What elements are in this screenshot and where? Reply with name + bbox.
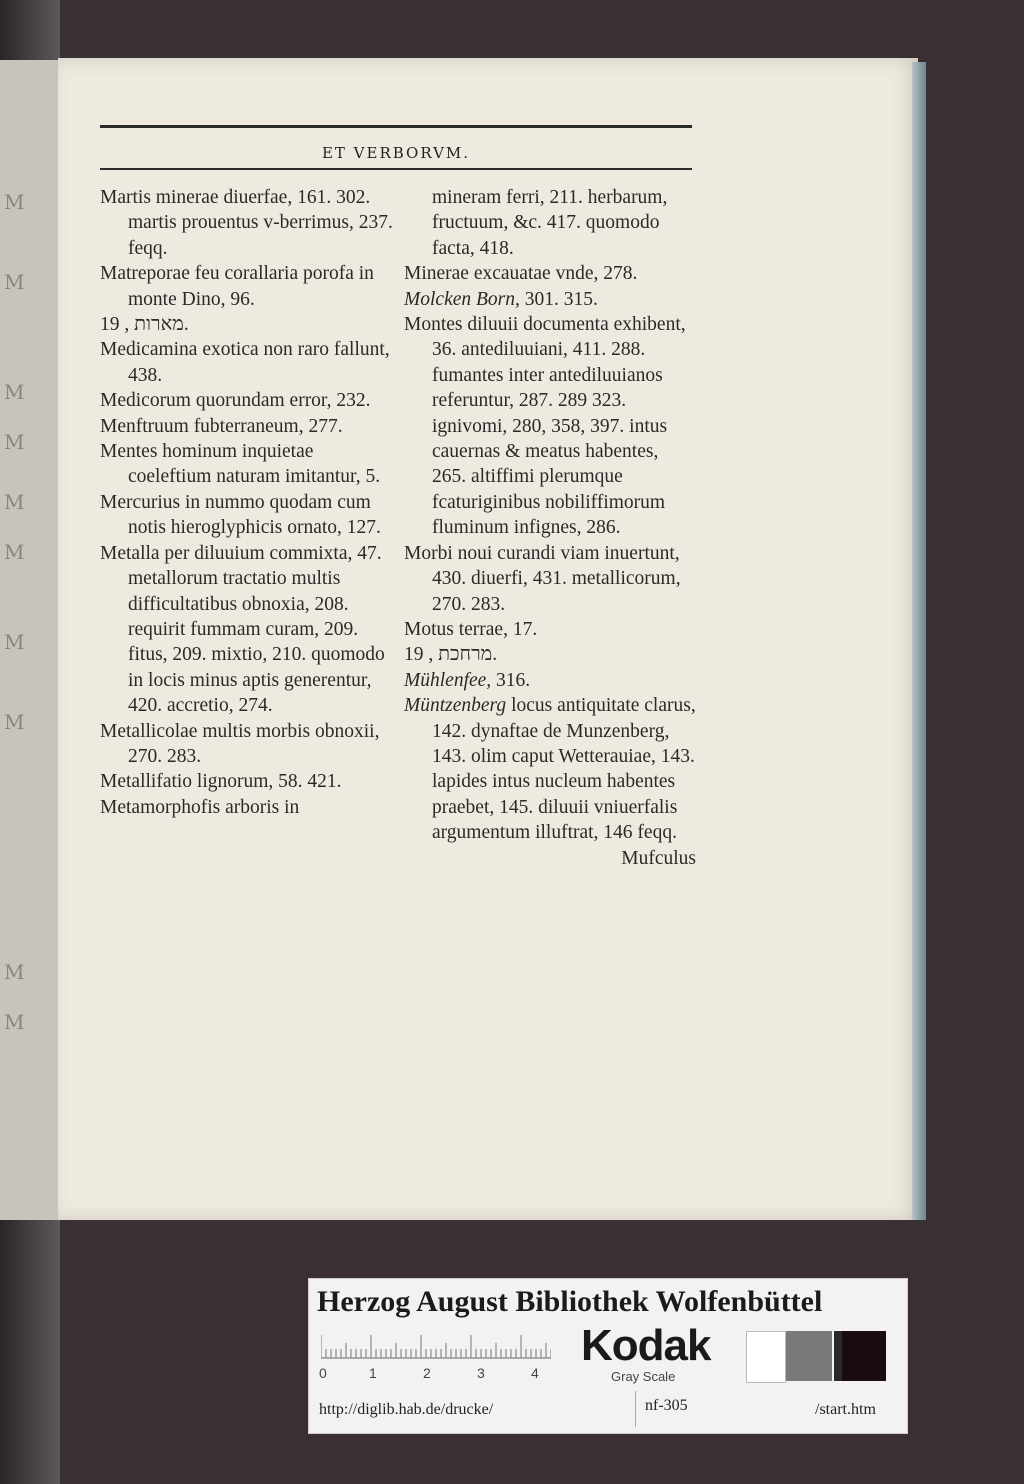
index-column-left	[100, 185, 396, 820]
index-entry: Matreporae feu corallaria porofa in monte Dino, 96.	[100, 263, 374, 310]
entry-text: Montes diluuii documenta exhibent, 36. antediluuiani, 411. 288. fumantes inter antediluuianos referuntur, 287. 289 323. ignivomi, 280, 358, 397. intus cauernas & meatus habentes, 265. altiffimi plerumque fcaturiginibus nobiliffimorum fluminum infignes, 286.	[404, 314, 686, 539]
facing-letter: M	[4, 540, 25, 564]
catchword: Mufculus	[621, 847, 696, 869]
facing-letter: M	[4, 380, 25, 404]
index-entry	[404, 617, 696, 642]
facing-letter: M	[4, 710, 25, 734]
facing-letter: M	[4, 1010, 25, 1034]
header-rule	[100, 125, 692, 128]
swatch-dark-gray	[834, 1331, 842, 1381]
entry-headword: Mühlenfee,	[404, 669, 492, 691]
index-entry: Metamorphofis arboris in	[100, 796, 300, 818]
facing-page-edge	[0, 60, 58, 1220]
entry-text: 301. 315.	[519, 288, 598, 310]
shelf-code: nf-305	[645, 1397, 688, 1414]
card-divider	[635, 1391, 636, 1427]
entry-headword: Müntzenberg	[404, 695, 507, 717]
entry-text: מרחכת , 19.	[404, 644, 498, 666]
library-url: http://diglib.hab.de/drucke/	[319, 1401, 494, 1418]
entry-text: mineram ferri, 211. herbarum, fructuum, &c. 417. quomodo facta, 418.	[432, 187, 668, 259]
ruler-number: 3	[477, 1365, 485, 1381]
entry-text: locus antiquitate clarus, 142. dynaftae de Munzenberg, 143. olim caput Wetterauiae, 143. lapides intus nucleum habentes praebet, 145. diluuii vniuerfalis argumentum illuftrat, 146 feqq.	[432, 695, 696, 844]
index-entry: Metallifatio lignorum, 58. 421.	[100, 771, 342, 793]
index-entry: Mercurius in nummo quodam cum notis hieroglyphicis ornato, 127.	[100, 491, 381, 539]
index-entry	[404, 642, 696, 667]
index-entry	[404, 312, 696, 541]
index-entry: Metallicolae multis morbis obnoxii, 270. 283.	[100, 720, 380, 767]
index-entry: Mentes hominum inquietae coeleftium naturam imitantur, 5.	[100, 441, 381, 488]
index-entry	[404, 541, 696, 617]
ruler-number: 1	[369, 1365, 377, 1381]
index-entry: Medicorum quorundam error, 232.	[100, 390, 371, 412]
index-column-right	[404, 185, 696, 871]
index-entry: מארות , 19.	[100, 314, 189, 336]
library-title: Herzog August Bibliothek Wolfenbüttel	[317, 1285, 823, 1318]
entry-text: Minerae excauatae vnde, 278.	[404, 263, 638, 285]
start-page-link: /start.htm	[815, 1401, 876, 1418]
index-entry-continuation	[404, 185, 696, 261]
facing-letter: M	[4, 270, 25, 294]
entry-text: Morbi noui curandi viam inuertunt, 430. diuerfi, 431. metallicorum, 270. 283.	[404, 542, 681, 615]
header-rule-lower	[100, 168, 692, 170]
index-entry: Martis minerae diuerfae, 161. 302. martis prouentus v-berrimus, 237. feqq.	[100, 187, 393, 259]
index-entry: Menftruum fubterraneum, 277.	[100, 415, 343, 437]
page-fore-edge	[912, 62, 926, 1220]
swatch-white	[746, 1331, 786, 1383]
ruler-number: 4	[531, 1365, 539, 1381]
index-entry	[404, 287, 696, 312]
swatch-mid-gray	[786, 1331, 832, 1381]
swatch-black	[842, 1331, 886, 1381]
entry-text: 316.	[491, 669, 531, 691]
index-entry: Metalla per diluuium commixta, 47. metallorum tractatio multis difficultatibus obnoxia, 208. requirit fummam curam, 209. fitus, 209. mixtio, 210. quomodo in locis minus aptis generentur, 420. accretio, 274.	[100, 542, 385, 717]
gray-scale-label: Gray Scale	[611, 1369, 676, 1384]
running-head: ET VERBORVM.	[321, 144, 471, 162]
index-entry	[404, 261, 696, 286]
ruler-number: 0	[319, 1365, 327, 1381]
facing-letter: M	[4, 630, 25, 654]
index-entry	[404, 668, 696, 693]
entry-headword: Molcken Born,	[404, 288, 520, 310]
kodak-logo: Kodak	[581, 1321, 711, 1370]
facing-letter: M	[4, 190, 25, 214]
index-entry	[404, 693, 696, 845]
facing-letter: M	[4, 490, 25, 514]
entry-text: Motus terrae, 17.	[404, 618, 538, 640]
digitization-target-card	[308, 1278, 908, 1434]
ruler-scale	[321, 1331, 551, 1359]
index-entry: Medicamina exotica non raro fallunt, 438.	[100, 339, 390, 386]
facing-letter: M	[4, 430, 25, 454]
ruler-number: 2	[423, 1365, 431, 1381]
facing-letter: M	[4, 960, 25, 984]
